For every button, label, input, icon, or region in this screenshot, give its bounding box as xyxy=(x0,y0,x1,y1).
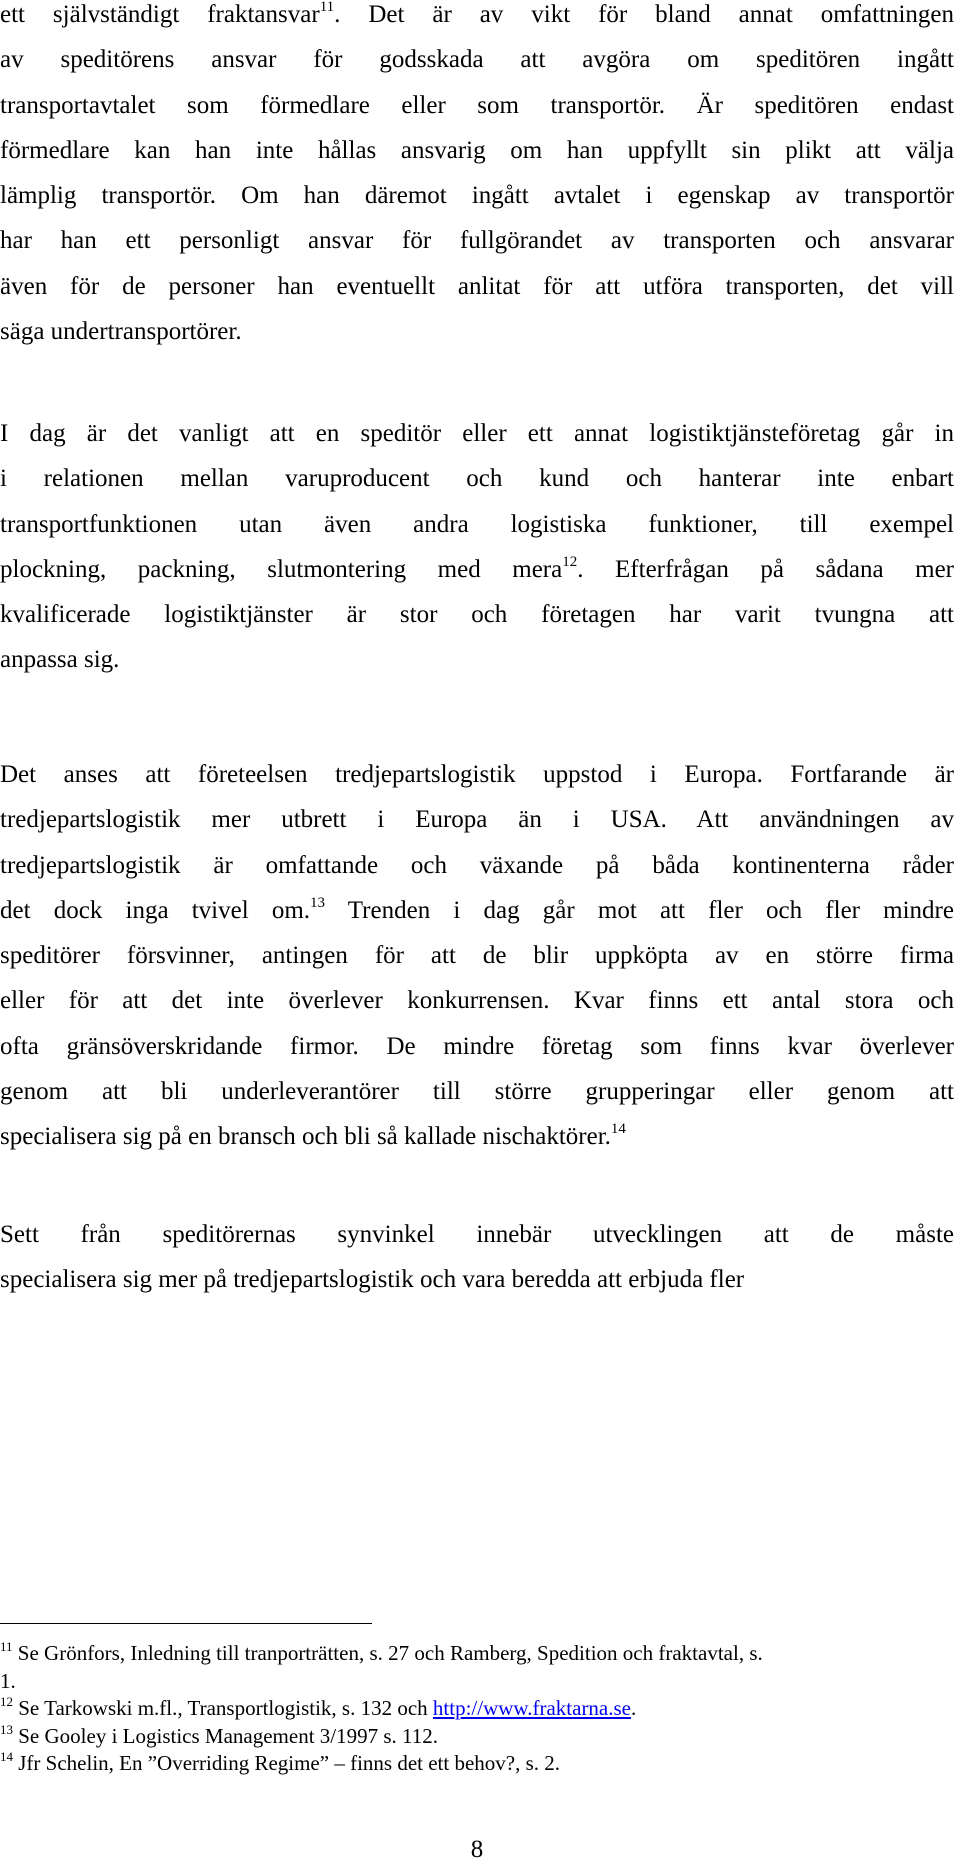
text-line xyxy=(0,547,954,592)
footnote-number: 14 xyxy=(0,1749,13,1764)
text-run: Trenden i dag går mot att fler och fler mindre xyxy=(325,896,954,924)
text-run: kvalificerade logistiktjänster är stor och företagen har varit tvungna att xyxy=(0,601,954,629)
text-run: även för de personer han eventuellt anlitat för att utföra transporten, det vill xyxy=(0,272,954,300)
text-run: av speditörens ansvar för godsskada att avgöra om speditören ingått xyxy=(0,46,954,74)
text-run: säga undertransportörer. xyxy=(0,318,242,346)
text-line xyxy=(0,456,954,501)
text-line xyxy=(0,933,954,978)
text-line xyxy=(0,83,954,128)
footnote-text: Se Gooley i Logistics Management 3/1997 s. 112. xyxy=(13,1723,439,1748)
text-line xyxy=(0,1257,954,1302)
text-run: Det anses att företeelsen tredjepartslogistik uppstod i Europa. Fortfarande är xyxy=(0,761,954,788)
text-run: förmedlare kan han inte hållas ansvarig om han uppfyllt sin plikt att välja xyxy=(0,136,954,164)
text-run: har han ett personligt ansvar för fullgörandet av transporten och ansvarar xyxy=(0,227,954,255)
text-run: specialisera sig mer på tredjepartslogistik och vara beredda att erbjuda fler xyxy=(0,1266,745,1294)
text-run: tredjepartslogistik är omfattande och växande på båda kontinenterna råder xyxy=(0,851,954,879)
text-run: genom att bli underleverantörer till större grupperingar eller genom att xyxy=(0,1078,954,1106)
footnote-text: Se Grönfors, Inledning till tranporträtten, s. 27 och Ramberg, Spedition och fraktavtal, s. xyxy=(12,1641,763,1665)
text-run: I dag är det vanligt att en speditör eller ett annat logistiktjänsteföretag går in xyxy=(0,420,954,447)
footnote-number: 12 xyxy=(0,1694,13,1709)
text-line xyxy=(0,978,954,1023)
text-line xyxy=(0,128,954,173)
text-run: lämplig transportör. Om han däremot ingått avtalet i egenskap av transportör xyxy=(0,182,954,210)
text-run: transportfunktionen utan även andra logistiska funktioner, till exempel xyxy=(0,510,954,538)
text-run: anpassa sig. xyxy=(0,646,120,674)
text-line xyxy=(0,843,954,888)
text-line xyxy=(0,218,954,263)
text-line xyxy=(0,888,954,933)
text-run: transportavtalet som förmedlare eller som transportör. Är speditören endast xyxy=(0,91,954,119)
footnote-separator xyxy=(0,1623,372,1624)
footnote-text-end: . xyxy=(631,1696,637,1720)
text-line xyxy=(0,37,954,82)
text-line xyxy=(0,264,954,309)
footnote xyxy=(0,1750,954,1778)
text-run: ofta gränsöverskridande firmor. De mindre företag som finns kvar överlever xyxy=(0,1032,954,1060)
text-line xyxy=(0,309,954,354)
text-line xyxy=(0,637,954,682)
text-run: tredjepartslogistik mer utbrett i Europa än i USA. Att användningen av xyxy=(0,806,954,834)
footnote-text: Se Tarkowski m.fl., Transportlogistik, s. 132 och xyxy=(13,1696,433,1720)
text-run: det dock inga tvivel om. xyxy=(0,896,311,924)
text-line xyxy=(0,173,954,218)
footnote-reference[interactable]: 12 xyxy=(562,553,578,570)
text-line xyxy=(0,752,954,797)
footnote-reference[interactable]: 11 xyxy=(319,0,335,15)
footnote-text: Jfr Schelin, En ”Overriding Regime” – finns det ett behov?, s. 2. xyxy=(13,1751,561,1775)
text-run: i relationen mellan varuproducent och kund och hanterar inte enbart xyxy=(0,465,954,493)
text-run: . Det är av vikt för bland annat omfattningen xyxy=(334,1,955,28)
footnote-reference[interactable]: 13 xyxy=(310,894,326,911)
text-line xyxy=(0,0,954,37)
text-line xyxy=(0,411,954,456)
page-number: 8 xyxy=(470,1836,484,1863)
footnote-number: 13 xyxy=(0,1721,13,1737)
footnote xyxy=(0,1695,954,1723)
paragraph-3 xyxy=(0,752,954,1160)
text-run: eller för att det inte överlever konkurrensen. Kvar finns ett antal stora och xyxy=(0,987,954,1015)
footnote xyxy=(0,1723,954,1751)
footnote-number: 11 xyxy=(0,1639,13,1654)
footnotes xyxy=(0,1640,954,1778)
text-run: ett självständigt fraktansvar xyxy=(0,1,320,28)
footnote-link[interactable]: http://www.fraktarna.se xyxy=(432,1696,631,1720)
text-line xyxy=(0,1212,954,1257)
text-run: speditörer försvinner, antingen för att de blir uppköpta av en större firma xyxy=(0,942,954,970)
text-run: plockning, packning, slutmontering med mera xyxy=(0,555,563,583)
text-line xyxy=(0,1114,954,1159)
text-run: Sett från speditörernas synvinkel innebär utvecklingen att de måste xyxy=(0,1221,954,1248)
text-line xyxy=(0,797,954,842)
text-line xyxy=(0,1024,954,1069)
text-run: specialisera sig på en bransch och bli så kallade nischaktörer. xyxy=(0,1123,611,1151)
footnote-text: 1. xyxy=(0,1668,16,1693)
paragraph-1 xyxy=(0,0,954,354)
text-run: . Efterfrågan på sådana mer xyxy=(577,555,954,583)
text-line xyxy=(0,502,954,547)
paragraph-2 xyxy=(0,411,954,683)
footnote xyxy=(0,1668,954,1696)
text-line xyxy=(0,592,954,637)
footnote xyxy=(0,1640,954,1668)
footnote-reference[interactable]: 14 xyxy=(610,1121,626,1138)
paragraph-4 xyxy=(0,1212,954,1303)
text-line xyxy=(0,1069,954,1114)
